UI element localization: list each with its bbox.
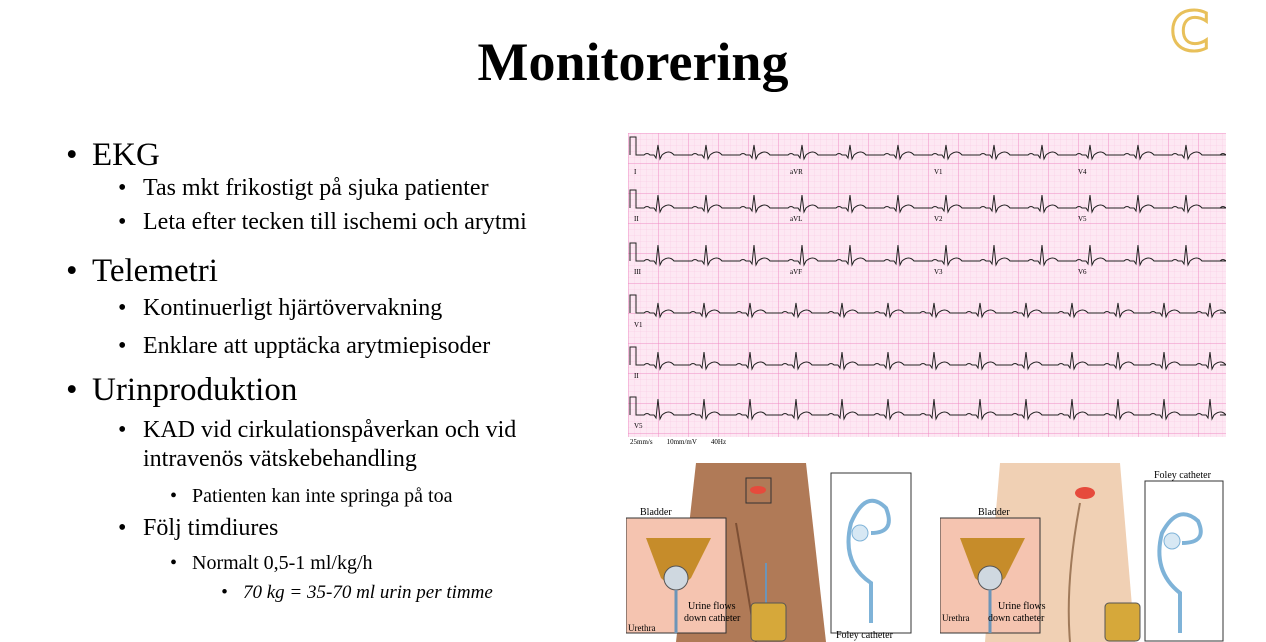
svg-text:I: I (634, 168, 637, 176)
bullet-telemetri-2: Enklare att upptäcka arytmiepisoder (143, 333, 491, 359)
bullet-timdiures: Följ timdiures (143, 515, 279, 541)
svg-text:V3: V3 (934, 268, 943, 276)
svg-text:II: II (634, 215, 639, 223)
bullet-dot: • (66, 372, 78, 408)
bullet-ekg-1: Tas mkt frikostigt på sjuka patienter (143, 175, 489, 201)
bullet-dot: • (221, 582, 228, 603)
svg-text:aVR: aVR (790, 168, 803, 176)
bullet-dot: • (66, 253, 78, 289)
svg-text:Bladder: Bladder (978, 507, 1010, 518)
svg-text:III: III (634, 268, 641, 276)
svg-text:V1: V1 (634, 321, 643, 329)
svg-text:V1: V1 (934, 168, 943, 176)
svg-text:Urethra: Urethra (942, 613, 970, 623)
svg-text:aVL: aVL (790, 215, 803, 223)
svg-text:aVF: aVF (790, 268, 803, 276)
bullet-toa: Patienten kan inte springa på toa (192, 485, 453, 507)
bullet-70kg: 70 kg = 35-70 ml urin per timme (243, 582, 493, 603)
bullet-dot: • (118, 333, 127, 359)
svg-text:down catheter: down catheter (988, 613, 1045, 624)
bullet-dot: • (118, 209, 127, 235)
svg-text:V5: V5 (1078, 215, 1087, 223)
bullet-kad: KAD vid cirkulationspåverkan och vid (143, 417, 517, 443)
svg-text:V6: V6 (1078, 268, 1087, 276)
bullet-dot: • (170, 552, 178, 574)
ecg-image (628, 133, 1226, 437)
catheter-illustration-right (940, 463, 1226, 642)
bullet-kad-cont: intravenös vätskebehandling (143, 446, 417, 472)
bullet-dot: • (118, 295, 127, 321)
bullet-ekg: EKG (92, 137, 160, 173)
logo-letter: C (1170, 2, 1210, 58)
catheter-illustration-left (626, 463, 916, 642)
bullet-urinproduktion: Urinproduktion (92, 372, 298, 408)
svg-text:Urine flows: Urine flows (688, 601, 736, 612)
svg-text:V5: V5 (634, 422, 643, 430)
svg-text:Urethra: Urethra (628, 623, 656, 633)
svg-text:Bladder: Bladder (640, 507, 672, 518)
bullet-dot: • (118, 515, 127, 541)
bullet-dot: • (66, 137, 78, 173)
bullet-telemetri-1: Kontinuerligt hjärtövervakning (143, 295, 443, 321)
bullet-dot: • (170, 485, 178, 507)
svg-text:II: II (634, 372, 639, 380)
svg-text:V2: V2 (934, 215, 943, 223)
bullet-normalt: Normalt 0,5-1 ml/kg/h (192, 552, 373, 574)
svg-text:Urine flows: Urine flows (998, 601, 1046, 612)
bullet-dot: • (118, 175, 127, 201)
svg-text:V4: V4 (1078, 168, 1087, 176)
bullet-ekg-2: Leta efter tecken till ischemi och arytmi (143, 209, 527, 235)
bullet-telemetri: Telemetri (92, 253, 218, 289)
bullet-dot: • (118, 417, 127, 443)
slide-title: Monitorering (477, 32, 789, 92)
svg-text:down catheter: down catheter (684, 613, 741, 624)
svg-text:Foley catheter: Foley catheter (836, 630, 893, 641)
svg-text:Foley catheter: Foley catheter (1154, 470, 1211, 481)
ecg-caption: 25mm/s 10mm/mV 40Hz (630, 438, 727, 446)
